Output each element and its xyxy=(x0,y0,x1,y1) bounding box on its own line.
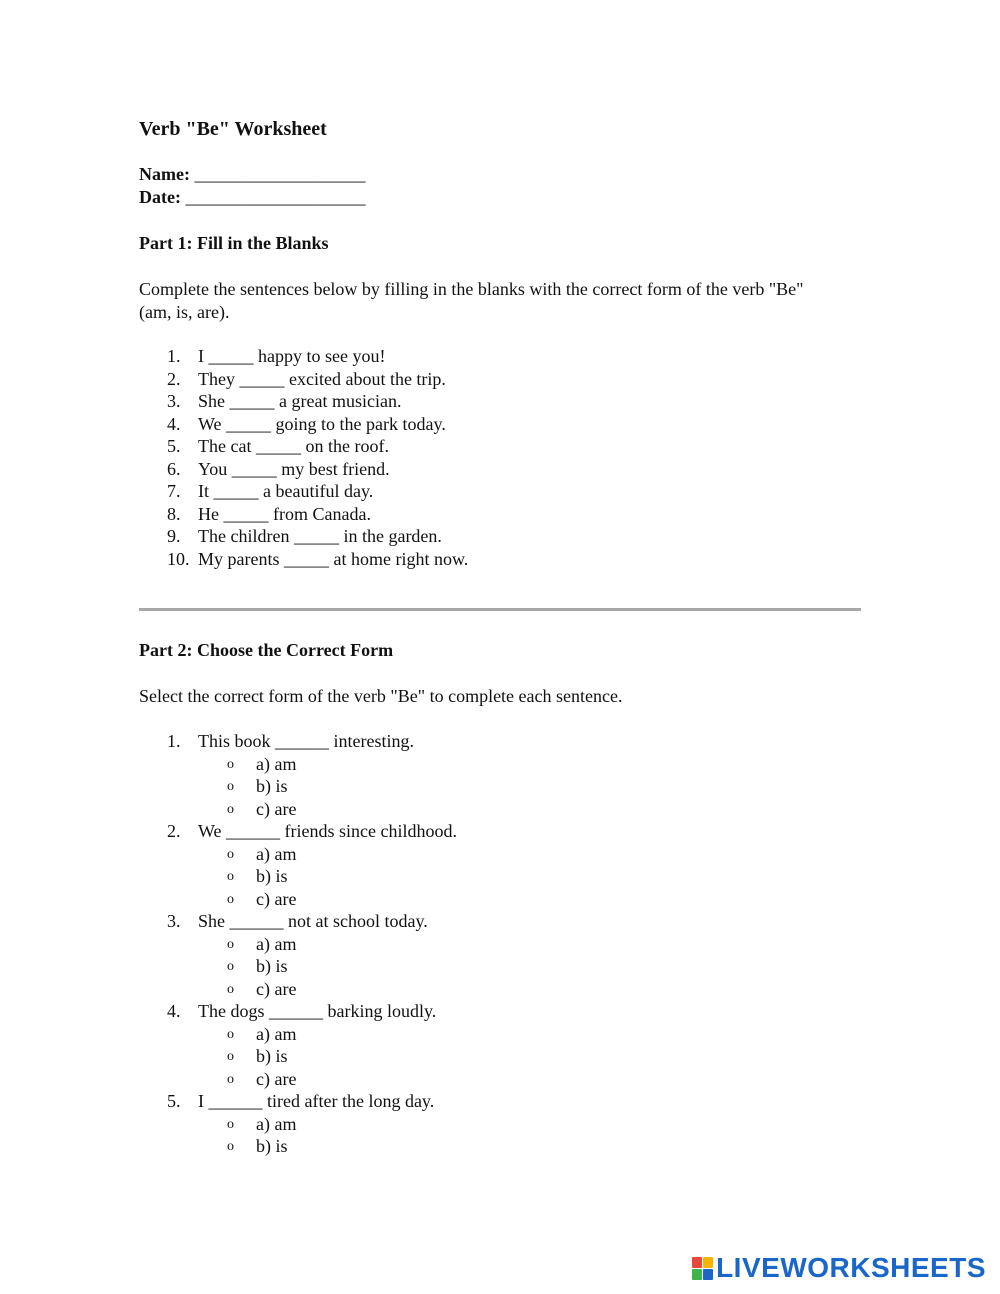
bullet-icon: o xyxy=(227,936,234,952)
question-number: 5. xyxy=(167,1091,181,1111)
option-label[interactable]: a) am xyxy=(256,1023,297,1044)
bullet-icon: o xyxy=(227,1071,234,1087)
name-blank[interactable]: ___________________ xyxy=(194,164,366,184)
date-field xyxy=(139,187,365,208)
section-divider xyxy=(139,608,861,611)
item-number: 10. xyxy=(167,548,190,569)
item-number: 1. xyxy=(167,346,181,366)
item-text[interactable]: We _____ going to the park today. xyxy=(198,413,446,434)
item-text[interactable]: She _____ a great musician. xyxy=(198,391,402,411)
item-text[interactable]: My parents _____ at home right now. xyxy=(198,548,469,569)
option-label[interactable]: b) is xyxy=(256,776,288,796)
part2-instructions: Select the correct form of the verb "Be" to complete each sentence. xyxy=(139,686,623,706)
bullet-icon: o xyxy=(227,981,234,997)
name-field xyxy=(139,164,365,185)
bullet-icon: o xyxy=(227,846,234,862)
item-text[interactable]: The cat _____ on the roof. xyxy=(198,436,389,456)
bullet-icon: o xyxy=(227,869,234,884)
item-number: 7. xyxy=(167,481,181,501)
part1-heading: Part 1: Fill in the Blanks xyxy=(139,233,329,253)
bullet-icon: o xyxy=(227,1116,234,1132)
bullet-icon: o xyxy=(227,959,234,974)
item-number: 5. xyxy=(167,436,181,456)
item-number: 4. xyxy=(167,413,181,434)
question-text: We ______ friends since childhood. xyxy=(198,821,457,841)
option-label[interactable]: a) am xyxy=(256,1113,297,1134)
item-text[interactable]: The children _____ in the garden. xyxy=(198,526,442,546)
logo-mark-icon xyxy=(692,1257,713,1280)
question-number: 3. xyxy=(167,911,181,931)
option-label[interactable]: b) is xyxy=(256,1046,288,1066)
item-text[interactable]: You _____ my best friend. xyxy=(198,458,390,479)
bullet-icon: o xyxy=(227,1049,234,1064)
option-label[interactable]: a) am xyxy=(256,843,297,864)
bullet-icon: o xyxy=(227,1139,234,1154)
question-number: 1. xyxy=(167,731,181,751)
question-text: She ______ not at school today. xyxy=(198,911,428,931)
option-label[interactable]: a) am xyxy=(256,933,297,954)
option-label[interactable]: b) is xyxy=(256,956,288,976)
item-text[interactable]: He _____ from Canada. xyxy=(198,503,371,524)
item-number: 8. xyxy=(167,503,181,524)
bullet-icon: o xyxy=(227,801,234,817)
bullet-icon: o xyxy=(227,891,234,907)
item-number: 3. xyxy=(167,391,181,411)
option-label[interactable]: c) are xyxy=(256,1068,297,1089)
option-label[interactable]: c) are xyxy=(256,888,297,909)
bullet-icon: o xyxy=(227,756,234,772)
item-text[interactable]: It _____ a beautiful day. xyxy=(198,481,374,501)
date-blank[interactable]: ____________________ xyxy=(185,187,366,207)
question-text: This book ______ interesting. xyxy=(198,731,414,751)
option-label[interactable]: b) is xyxy=(256,866,288,886)
logo-text: LIVEWORKSHEETS xyxy=(716,1252,986,1283)
question-text: The dogs ______ barking loudly. xyxy=(198,1001,437,1021)
bullet-icon: o xyxy=(227,779,234,794)
page-title: Verb "Be" Worksheet xyxy=(139,118,327,140)
name-label: Name: xyxy=(139,164,190,184)
option-label[interactable]: a) am xyxy=(256,753,297,774)
option-label[interactable]: b) is xyxy=(256,1136,288,1156)
part2-heading: Part 2: Choose the Correct Form xyxy=(139,640,394,660)
question-number: 2. xyxy=(167,821,181,841)
option-label[interactable]: c) are xyxy=(256,978,297,999)
question-number: 4. xyxy=(167,1001,181,1021)
option-label[interactable]: c) are xyxy=(256,798,297,819)
item-number: 2. xyxy=(167,368,181,389)
item-number: 9. xyxy=(167,526,181,546)
liveworksheets-logo xyxy=(692,1252,986,1284)
item-text[interactable]: I _____ happy to see you! xyxy=(198,346,386,366)
part1-instructions: Complete the sentences below by filling in the blanks with the correct form of the verb "Be" (am, is, are). xyxy=(139,279,804,322)
item-number: 6. xyxy=(167,458,181,479)
date-label: Date: xyxy=(139,187,181,207)
item-text[interactable]: They _____ excited about the trip. xyxy=(198,368,446,389)
question-text: I ______ tired after the long day. xyxy=(198,1091,435,1111)
bullet-icon: o xyxy=(227,1026,234,1042)
